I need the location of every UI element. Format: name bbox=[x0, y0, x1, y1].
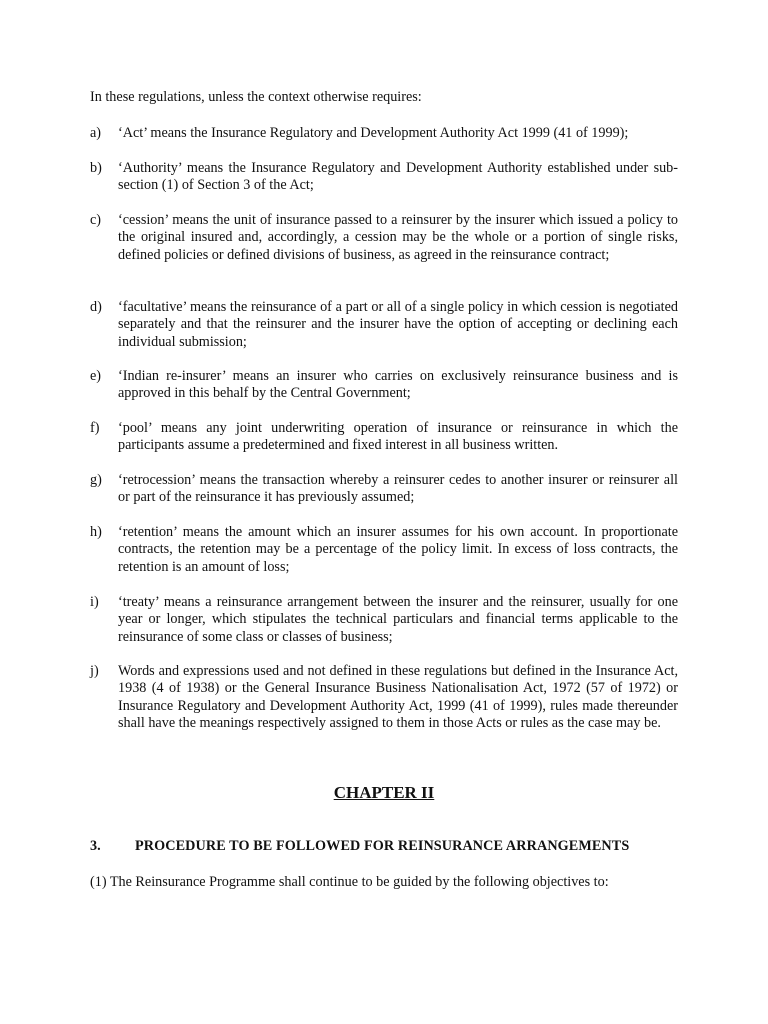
definition-item-retrocession bbox=[90, 472, 678, 507]
item-text: ‘Indian re-insurer’ means an insurer who carries on exclusively reinsurance business and is approved in this behalf by the Central Government; bbox=[118, 368, 678, 402]
item-label: g) bbox=[90, 472, 102, 488]
item-label: b) bbox=[90, 160, 102, 176]
item-text: ‘retrocession’ means the transaction whereby a reinsurer cedes to another insurer or reinsurer all or part of the reinsurance it has previously assumed; bbox=[118, 472, 678, 506]
item-text: ‘pool’ means any joint underwriting operation of insurance or reinsurance in which the participants assume a predetermined and fixed interest in all business written. bbox=[118, 420, 678, 454]
definition-item-pool bbox=[90, 420, 678, 455]
item-text: ‘facultative’ means the reinsurance of a part or all of a single policy in which cession is negotiated separately and that the reinsurer and the insurer have the option of accepting or declining each individual submission; bbox=[118, 299, 678, 350]
section-title: PROCEDURE TO BE FOLLOWED FOR REINSURANCE ARRANGEMENTS bbox=[135, 838, 630, 854]
definition-item-authority bbox=[90, 160, 678, 195]
chapter-heading: CHAPTER II bbox=[333, 783, 435, 802]
objective-paragraph: (1) The Reinsurance Programme shall continue to be guided by the following objectives to: bbox=[90, 874, 609, 890]
item-label: e) bbox=[90, 368, 102, 384]
item-label: c) bbox=[90, 212, 102, 228]
item-text: ‘retention’ means the amount which an insurer assumes for his own account. In proportionate contracts, the retention may be a percentage of the policy limit. In excess of loss contracts, the retention is an amount of loss; bbox=[118, 524, 678, 575]
definition-item-indian-reinsurer bbox=[90, 368, 678, 403]
definition-item-facultative bbox=[90, 299, 678, 351]
item-text: ‘Authority’ means the Insurance Regulatory and Development Authority established under sub-section (1) of Section 3 of the Act; bbox=[118, 160, 678, 194]
definition-item-words-expressions bbox=[90, 663, 678, 733]
item-text: ‘treaty’ means a reinsurance arrangement between the insurer and the reinsurer, usually for one year or longer, which stipulates the technical particulars and financial terms applicable to the reinsurance of some class or classes of business; bbox=[118, 594, 678, 645]
definition-item-retention bbox=[90, 524, 678, 576]
item-label: i) bbox=[90, 594, 99, 610]
definition-item-cession bbox=[90, 212, 678, 264]
item-text: ‘Act’ means the Insurance Regulatory and Development Authority Act 1999 (41 of 1999); bbox=[118, 125, 629, 141]
intro-text: In these regulations, unless the context otherwise requires: bbox=[90, 89, 422, 105]
section-number: 3. bbox=[90, 838, 101, 854]
item-label: f) bbox=[90, 420, 100, 436]
item-text: ‘cession’ means the unit of insurance passed to a reinsurer by the insurer which issued a policy to the original insured and, accordingly, a cession may be the whole or a portion of single risks, defined policies or defined divisions of business, as agreed in the reinsurance contract; bbox=[118, 212, 678, 263]
item-label: a) bbox=[90, 125, 102, 141]
item-text: Words and expressions used and not defined in these regulations but defined in the Insurance Act, 1938 (4 of 1938) or the General Insurance Business Nationalisation Act, 1972 (57 of 1972) or Insurance Regulatory and Development Authority Act, 1999 (41 of 1999), rules made thereunder shall have the meanings respectively assigned to them in those Acts or rules as the case may be. bbox=[118, 663, 678, 732]
item-label: d) bbox=[90, 299, 102, 315]
item-label: j) bbox=[90, 663, 99, 679]
definition-item-act bbox=[90, 125, 678, 142]
item-label: h) bbox=[90, 524, 102, 540]
definition-item-treaty bbox=[90, 594, 678, 646]
